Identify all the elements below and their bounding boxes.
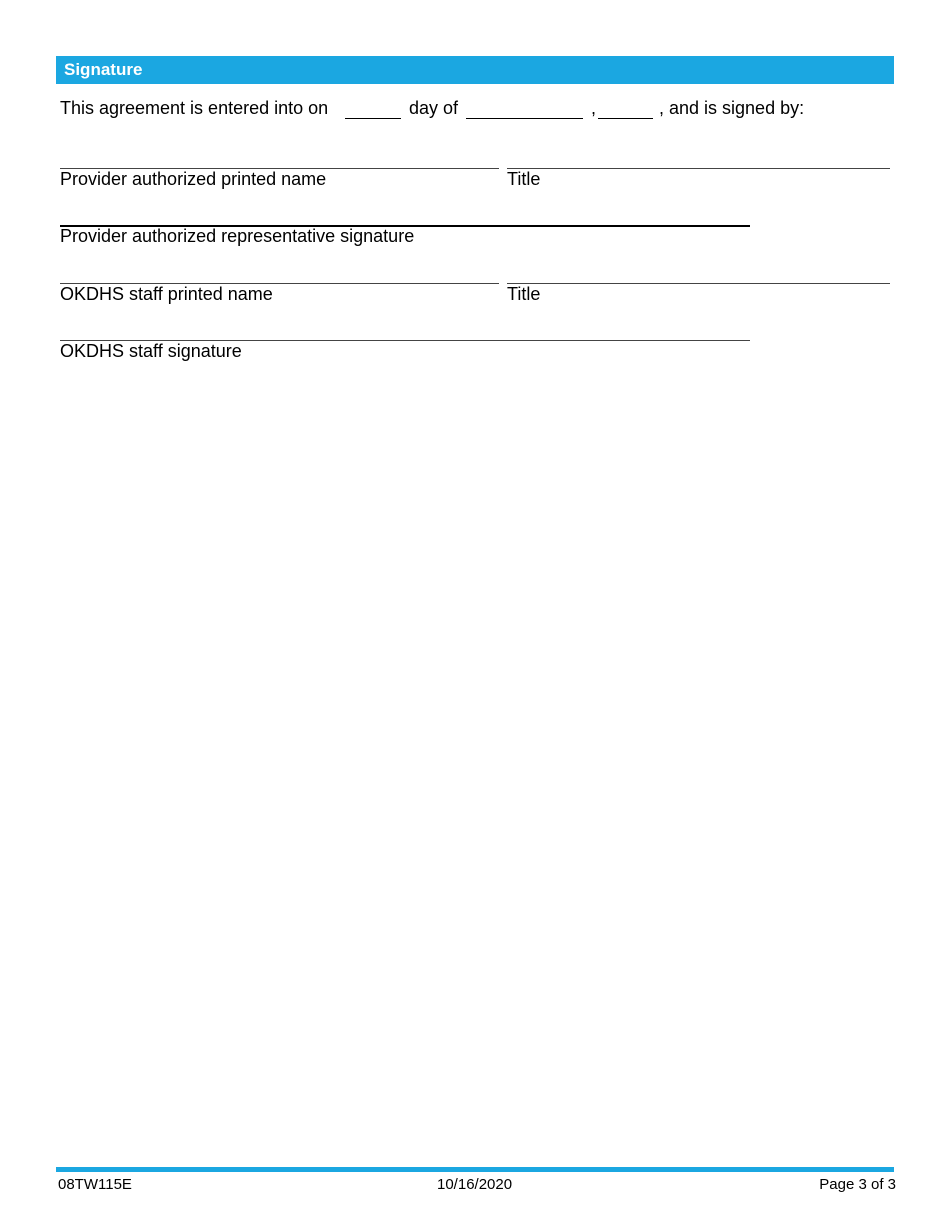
agreement-day-of-text: day of [409,98,459,118]
footer-divider [56,1167,894,1172]
staff-title-line[interactable] [507,283,890,284]
provider-name-label: Provider authorized printed name [60,169,327,189]
provider-title-label: Title [507,169,541,189]
footer-date: 10/16/2020 [437,1176,513,1193]
staff-name-label: OKDHS staff printed name [60,284,273,304]
agreement-month-blank[interactable] [466,118,583,119]
agreement-day-blank[interactable] [345,118,401,119]
staff-title-label: Title [507,284,541,304]
staff-signature-label: OKDHS staff signature [60,341,242,361]
footer-form-number: 08TW115E [58,1176,132,1193]
agreement-prefix-text: This agreement is entered into on [60,98,329,118]
provider-title-line[interactable] [507,168,890,169]
footer-page-number: Page 3 of 3 [819,1176,896,1193]
section-header-signature: Signature [56,56,894,84]
provider-signature-label: Provider authorized representative signature [60,226,415,246]
agreement-suffix-text: , and is signed by: [659,98,805,118]
agreement-year-blank[interactable] [598,118,653,119]
agreement-comma-text: , [591,98,597,118]
